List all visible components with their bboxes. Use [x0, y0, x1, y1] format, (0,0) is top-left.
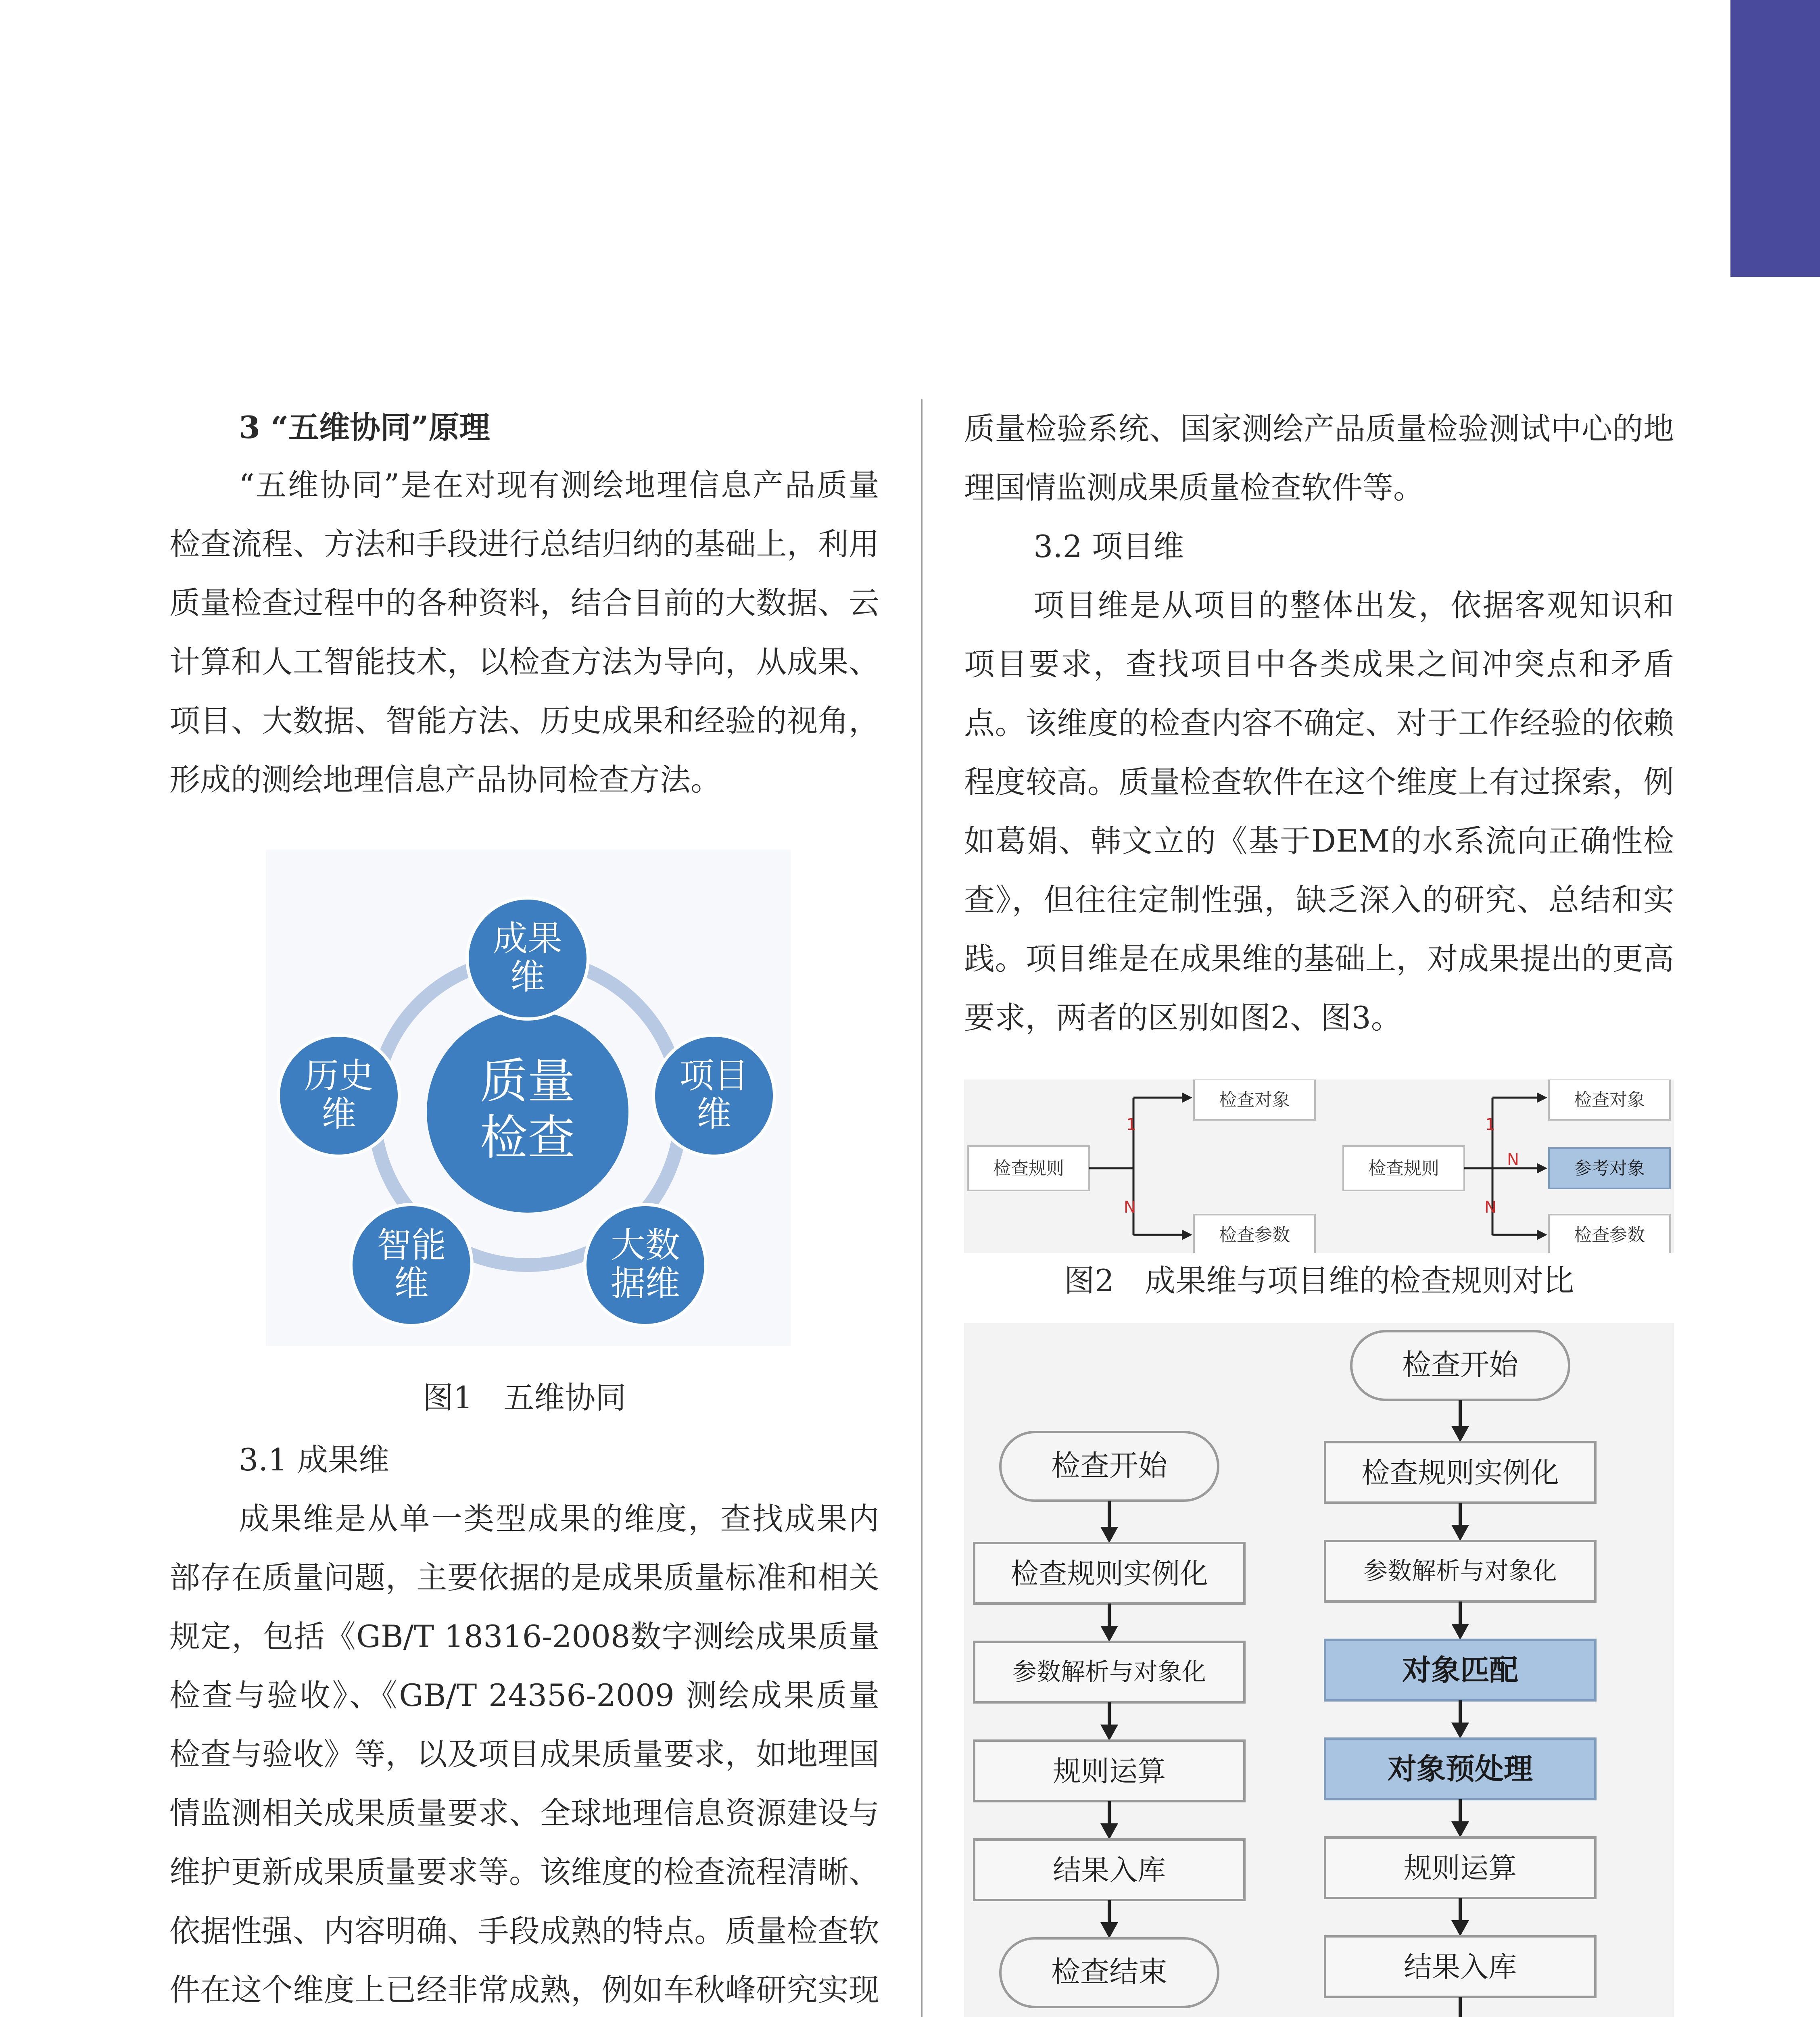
continuation-text: 质量检验系统、国家测绘产品质量检验测试中心的地理国情监测成果质量检查软件等。: [964, 411, 1674, 505]
param-label-left: 检查参数: [1219, 1225, 1290, 1245]
node-big-data: [585, 1205, 706, 1326]
right-step-6: 规则运算: [1404, 1852, 1517, 1885]
five-dimension-diagram: [169, 850, 879, 1346]
object-label-left: 检查对象: [1219, 1090, 1290, 1110]
left-step-2: 检查规则实例化: [1010, 1557, 1208, 1590]
right-column: [964, 399, 1674, 2017]
rule-comparison-diagram: [964, 1079, 1674, 1253]
param-label-right: 检查参数: [1574, 1225, 1645, 1245]
figure-3: [964, 1323, 1674, 2017]
node-result-line1: 成果: [493, 919, 562, 959]
figure-1-caption: 图1 五维协同: [422, 1380, 626, 1416]
section-3-intro: “五维协同”是在对现有测绘地理信息产品质量检查流程、方法和手段进行总结归纳的基础上，利用质量检查过程中的各种资料，结合目前的大数据、云计算和人工智能技术，以检查方法为导向，从成果、项目、大数据、智能方法、历史成果和经验的视角，形成的测绘地理信息产品协同检查方法。: [169, 467, 879, 798]
left-step-6: 检查结束: [1051, 1955, 1168, 1989]
node-intelligent-line1: 智能: [377, 1225, 446, 1265]
node-result-line2: 维: [510, 957, 545, 997]
section-31-body: 成果维是从单一类型成果的维度，查找成果内部存在质量问题，主要依据的是成果质量标准和相关规定，包括《GB/T 18316-2008数字测绘成果质量检查与验收》、《GB/T 24356-2009 测绘成果质量检查与验收》等，以及项目成果质量要求，如地理国情监测相关成果质量要求、全球地理信息资源建设与维护更新成果质量要求等。该维度的检查流程清晰、依据性强、内容明确、手段成熟的特点。质量检查软件在这个维度上已经非常成熟，例如车秋峰研究实现: [169, 1501, 879, 2008]
node-history-line1: 历史: [304, 1056, 374, 1096]
left-step-5: 结果入库: [1053, 1854, 1166, 1887]
left-step-1: 检查开始: [1051, 1449, 1168, 1482]
node-project-line1: 项目: [679, 1056, 749, 1096]
node-project: [653, 1035, 774, 1156]
left-step-3: 参数解析与对象化: [1012, 1658, 1206, 1686]
left-step-4: 规则运算: [1053, 1755, 1166, 1788]
rule-label-right: 检查规则: [1368, 1158, 1439, 1179]
right-step-1: 检查开始: [1402, 1348, 1519, 1382]
section-32-body: 项目维是从项目的整体出发，依据客观知识和项目要求，查找项目中各类成果之间冲突点和矛盾点。该维度的检查内容不确定、对于工作经验的依赖程度较高。质量检查软件在这个维度上有过探索，例如葛娟、韩文立的《基于DEM的水系流向正确性检查》，但往往定制性强，缺乏深入的研究、总结和实践。项目维是在成果维的基础上，对成果提出的更高要求，两者的区别如图2、图3。: [964, 587, 1674, 1036]
right-step-2: 检查规则实例化: [1361, 1456, 1559, 1489]
figure-2-caption: 图2 成果维与项目维的检查规则对比: [1064, 1263, 1574, 1299]
one-label-right: 1: [1485, 1115, 1496, 1134]
node-big-data-line2: 据维: [611, 1263, 680, 1304]
node-project-line2: 维: [697, 1094, 731, 1134]
center-label-2: 检查: [480, 1110, 576, 1165]
section-31-heading: 3.1 成果维: [239, 1442, 390, 1478]
left-column: [169, 399, 879, 2017]
one-label-left: 1: [1126, 1115, 1137, 1134]
node-intelligent: [351, 1205, 472, 1326]
n-label-mid: N: [1507, 1150, 1519, 1169]
node-big-data-line1: 大数: [611, 1225, 680, 1265]
flowchart-comparison: [964, 1323, 1674, 2017]
figure-2: [964, 1079, 1674, 1303]
node-intelligent-line2: 维: [394, 1263, 429, 1304]
right-step-7: 结果入库: [1404, 1950, 1517, 1984]
section-32-heading: 3.2 项目维: [1033, 528, 1184, 564]
node-history-line2: 维: [321, 1094, 356, 1134]
right-step-4: 对象匹配: [1402, 1653, 1519, 1687]
node-history: [278, 1035, 399, 1156]
column-divider: [921, 399, 923, 2017]
right-step-5: 对象预处理: [1387, 1752, 1533, 1786]
figure-1: [169, 850, 879, 1416]
node-result: [467, 898, 588, 1019]
n-label-left: N: [1124, 1198, 1136, 1217]
rule-label-left: 检查规则: [993, 1158, 1064, 1179]
center-label-1: 质量: [480, 1053, 576, 1109]
n-label-right: N: [1484, 1198, 1496, 1217]
object-label-right: 检查对象: [1574, 1090, 1645, 1110]
section-3-heading: 3 “五维协同”原理: [239, 409, 490, 445]
chapter-tab: [1730, 0, 1820, 277]
right-step-3: 参数解析与对象化: [1363, 1557, 1557, 1585]
ref-label: 参考对象: [1574, 1158, 1645, 1179]
